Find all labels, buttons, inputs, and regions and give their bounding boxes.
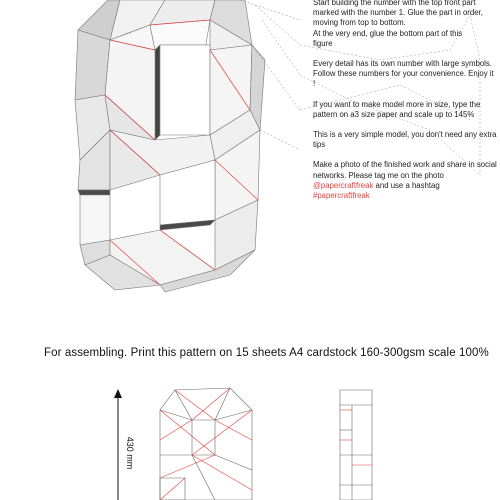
- instruction-line: moving from top to bottom.: [313, 18, 406, 28]
- instruction-text: Make a photo of the finished work and share in social networks. Please tag me on the photo: [313, 160, 497, 180]
- hashtag-link[interactable]: #papercraftfreak: [313, 191, 370, 201]
- instruction-line: marked with the number 1. Glue the part in order,: [313, 8, 483, 18]
- instagram-handle-link[interactable]: @papercraftfreak: [313, 180, 374, 190]
- height-label: 430 mm: [125, 436, 135, 470]
- instruction-text: and use a hashtag: [373, 180, 440, 190]
- pattern-fold-lines: [160, 388, 252, 500]
- instruction-paragraph: Every detail has its own number with large symbols. Follow these numbers for your convenience. Enjoy it !: [313, 59, 494, 89]
- instruction-line: figure: [313, 38, 333, 48]
- assembly-heading: For assembling. Print this pattern on 15 sheets A4 cardstock 160-300gsm scale 100%: [44, 347, 489, 359]
- instruction-line: Start building the number with the top front part: [313, 0, 476, 7]
- instruction-line: At the very end, glue the bottom part of this: [313, 28, 463, 38]
- instruction-paragraph: This is a very simple model, you don't need any extra tips: [313, 130, 497, 150]
- side-profile-pattern: [340, 390, 372, 500]
- instruction-paragraph: If you want to make model more in size, type the pattern on a3 size paper and scale up to 145%: [313, 99, 481, 119]
